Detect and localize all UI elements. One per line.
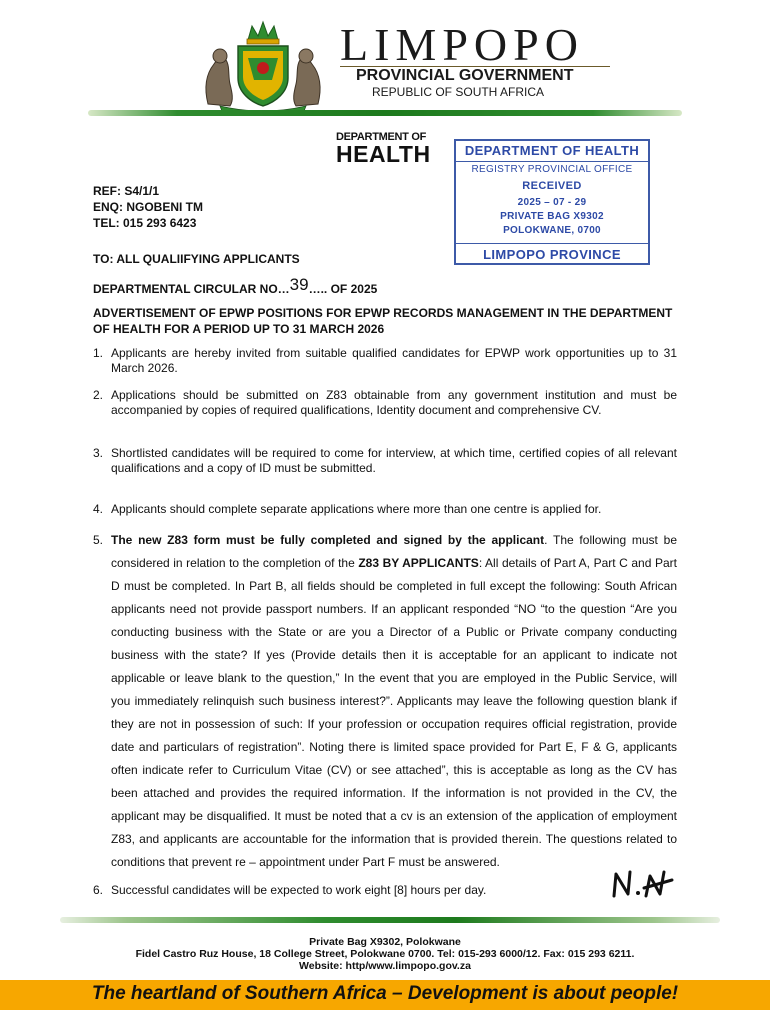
footer-postal-address: Private Bag X9302, Polokwane xyxy=(309,936,461,948)
circular-prefix: DEPARTMENTAL CIRCULAR NO… xyxy=(93,282,290,296)
stamp-department: DEPARTMENT OF HEALTH xyxy=(464,143,640,158)
item-text: Applicants are hereby invited from suitable qualified candidates for EPWP work opportunities up to 31 March 2026. xyxy=(111,346,677,375)
stamp-province: LIMPOPO PROVINCE xyxy=(483,247,621,262)
circular-number: 39 xyxy=(289,275,309,294)
provincial-government-label: PROVINCIAL GOVERNMENT xyxy=(356,67,574,84)
reference-block xyxy=(93,183,203,231)
telephone-number: TEL: 015 293 6423 xyxy=(93,216,197,230)
stamp-city: POLOKWANE, 0700 xyxy=(503,225,601,236)
footer-slogan: The heartland of Southern Africa – Development is about people! xyxy=(91,983,679,1004)
stamp-office: REGISTRY PROVINCIAL OFFICE xyxy=(471,164,633,175)
item-number: 3. xyxy=(93,446,104,460)
department-name: HEALTH xyxy=(336,141,431,167)
item-text-part: . The following must be considered in relation to the completion of the xyxy=(111,533,677,570)
item-emphasis: Z83 BY APPLICANTS xyxy=(358,556,479,570)
footer-physical-address: Fidel Castro Ruz House, 18 College Street, Polokwane 0700. Tel: 015-293 6000/12. Fax: 015 293 6211. xyxy=(135,948,635,960)
item-text: Applicants should complete separate applications where more than one centre is applied for. xyxy=(111,502,602,516)
received-stamp xyxy=(454,139,650,265)
stamp-divider xyxy=(456,243,648,244)
circular-suffix: ….. OF 2025 xyxy=(308,282,378,296)
stamp-bag: PRIVATE BAG X9302 xyxy=(500,211,604,222)
item-number: 2. xyxy=(93,388,104,402)
stamp-received: RECEIVED xyxy=(522,180,582,192)
item-text-part: : All details of Part A, Part C and Part D must be completed. In Part B, all fields should be completed in full except the following: South African applicants need not provide passport numbers. If an applicant responded “NO “to the question “Are you conducting business with the State or are you a Director of a Public or Private company conducting business with the state? If yes (Provide details then it is acceptable for an applicant to indicate not applicable or leave blank to the question,” In the event that you are employed in the Public Service, will you immediately relinquish such business interest?”. Applicants may leave the following question blank if they are not in possession of such: If your profession or occupation requires official registration, provide date and particulars of registration”. Noting there is limited space provided for Part E, F & G, applicants often indicate refer to Curriculum Vitae (CV) or see attached”, this is acceptable as long as the CV has been attached and provides the required information. If the information is not provided in the CV, the applicant may be disqualified. It must be noted that a cv is an extension of the application of employment Z83, and applicants are accountable for the information that is provided therein. The questions related to conditions that prevent re – appointment under Part F must be answered. xyxy=(111,556,677,869)
recipients-line: TO: ALL QUALIIFYING APPLICANTS xyxy=(93,252,300,266)
item-text: Successful candidates will be expected to work eight [8] hours per day. xyxy=(111,883,487,897)
footer-green-rule xyxy=(60,917,720,923)
item-number: 5. xyxy=(93,533,104,547)
circular-number-line xyxy=(93,275,378,298)
republic-label: REPUBLIC OF SOUTH AFRICA xyxy=(372,85,545,99)
item-number: 6. xyxy=(93,883,104,897)
header-green-rule xyxy=(88,110,682,116)
item-text: Applications should be submitted on Z83 obtainable from any government institution and must be accompanied by copies of required qualifications, Identity document and comprehensive CV. xyxy=(111,388,677,417)
coat-of-arms-icon xyxy=(200,18,326,114)
item-text xyxy=(111,529,677,874)
province-name: LIMPOPO xyxy=(340,19,584,70)
footer-website: Website: http/www.limpopo.gov.za xyxy=(299,960,471,972)
enquiries-contact: ENQ: NGOBENI TM xyxy=(93,200,203,214)
item-number: 1. xyxy=(93,346,104,360)
stamp-date: 2025 – 07 - 29 xyxy=(517,197,587,208)
item-emphasis: The new Z83 form must be fully completed and signed by the applicant xyxy=(111,533,545,547)
reference-number: REF: S4/1/1 xyxy=(93,184,160,198)
advertisement-title: ADVERTISEMENT OF EPWP POSITIONS FOR EPWP RECORDS MANAGEMENT IN THE DEPARTMENT OF HEALTH FOR A PERIOD UP TO 31 MARCH 2026 xyxy=(93,306,673,336)
stamp-divider xyxy=(456,161,648,162)
item-number: 4. xyxy=(93,502,104,516)
item-text: Shortlisted candidates will be required to come for interview, at which time, certified copies of all relevant qualifications and a copy of ID must be submitted. xyxy=(111,446,677,475)
department-label: DEPARTMENT OF xyxy=(336,131,427,143)
handwritten-initials xyxy=(608,866,674,902)
